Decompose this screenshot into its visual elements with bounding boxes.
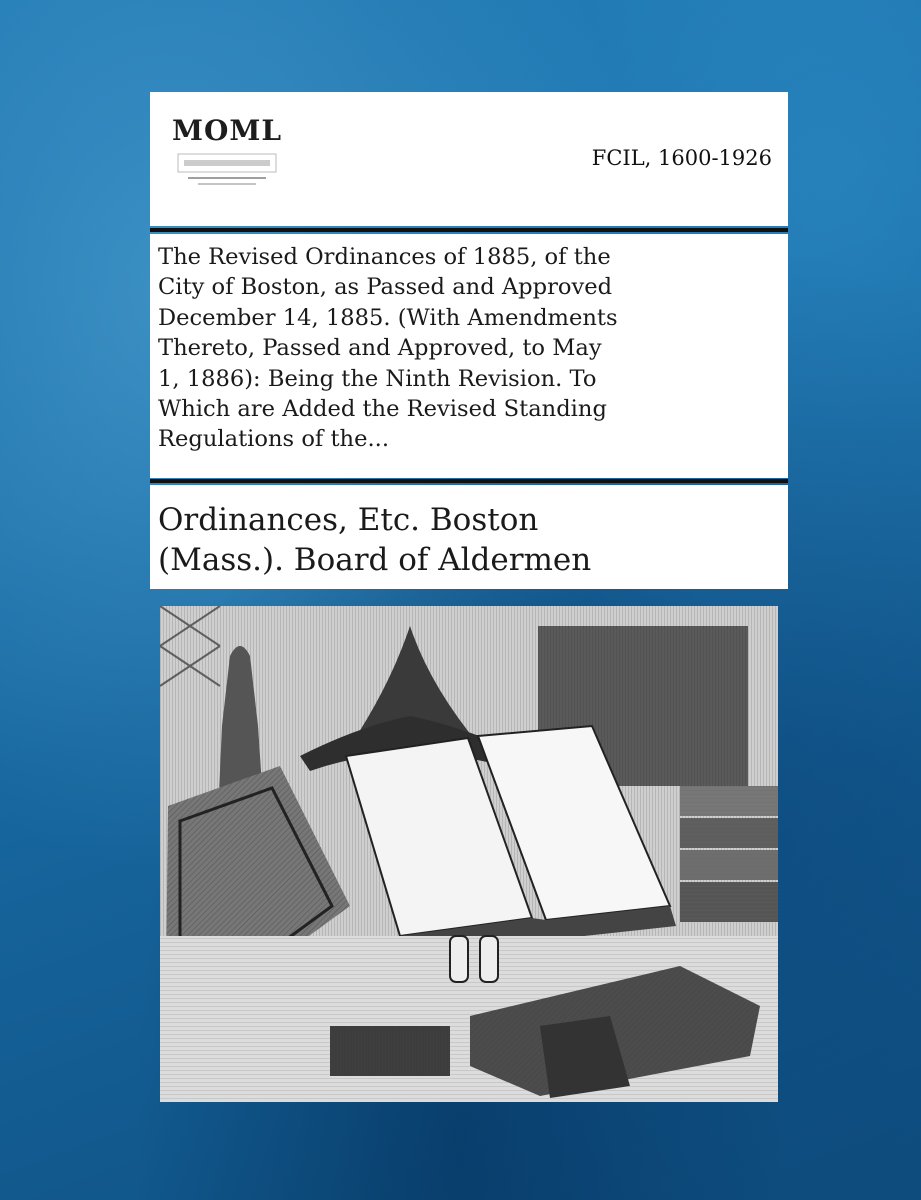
title-line: Regulations of the... (158, 426, 390, 453)
divider (150, 228, 788, 232)
title-panel (150, 234, 788, 478)
header-panel (150, 92, 788, 226)
author-line: (Mass.). Board of Aldermen (158, 542, 592, 578)
author-line: Ordinances, Etc. Boston (158, 502, 539, 538)
divider (150, 479, 788, 483)
cover-engraving (160, 606, 778, 1102)
logo-mark-icon (168, 114, 286, 196)
title-line: Thereto, Passed and Approved, to May (158, 335, 602, 362)
title-line: City of Boston, as Passed and Approved (158, 274, 613, 301)
book-title (158, 242, 784, 455)
title-line: The Revised Ordinances of 1885, of the (158, 244, 611, 270)
logo-text: MOML (171, 114, 283, 147)
series-label: FCIL, 1600-1926 (591, 146, 772, 170)
book-author (158, 500, 784, 580)
moml-logo (168, 114, 286, 196)
author-panel (150, 485, 788, 589)
title-line: Which are Added the Revised Standing (158, 396, 607, 423)
title-line: December 14, 1885. (With Amendments (158, 304, 618, 331)
title-line: 1, 1886): Being the Ninth Revision. To (158, 365, 597, 392)
